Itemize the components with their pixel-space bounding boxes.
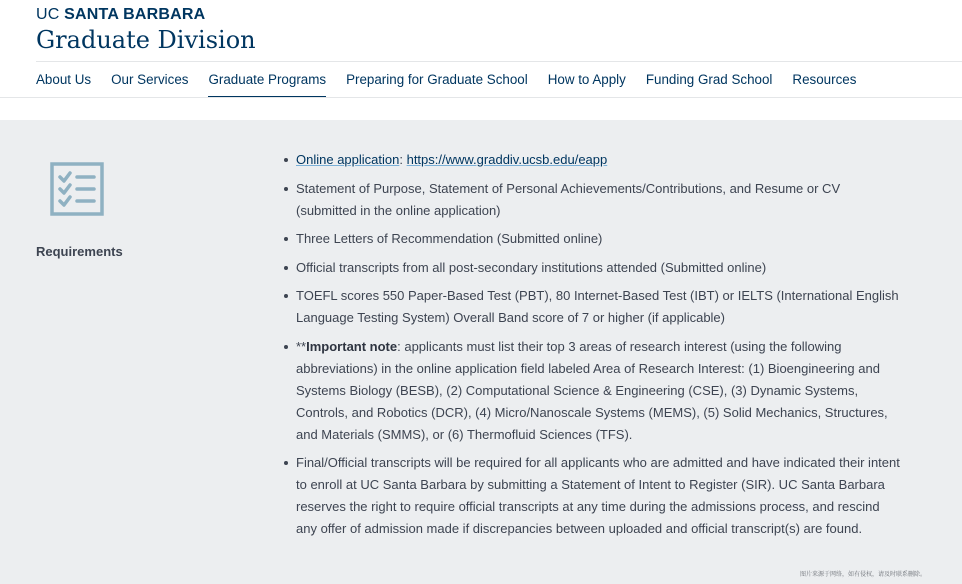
nav-item-about-us[interactable]: About Us bbox=[36, 72, 92, 87]
list-item-important-note bbox=[280, 336, 900, 446]
list-item-letters: Three Letters of Recommendation (Submitted online) bbox=[280, 228, 900, 250]
checklist-icon bbox=[50, 162, 104, 216]
list-item-transcripts: Official transcripts from all post-secondary institutions attended (Submitted online) bbox=[280, 257, 900, 279]
nav-divider bbox=[0, 97, 962, 98]
important-note-text: : applicants must list their top 3 areas of research interest (using the following abbreviations) in the online application field labeled Area of Research Interest: (1) Bioengineering and Systems Biology (BESB), (2) Computational Science & Engineering (CSE), (3) Dynamic Systems, Controls, and Robotics (DCR), (4) Micro/Nanoscale Systems (MEMS), (5) Solid Mechanics, Structures, and Materials (SMMS), or (6) Thermofluid Sciences (TFS). bbox=[296, 338, 888, 442]
brand-santa-barbara: SANTA BARBARA bbox=[64, 6, 206, 23]
list-item-toefl: TOEFL scores 550 Paper-Based Test (PBT), 80 Internet-Based Test (IBT) or IELTS (International English Language Testing System) Overall Band score of 7 or higher (if applicable) bbox=[280, 285, 900, 329]
list-item-online-application bbox=[280, 149, 900, 171]
nav-item-funding-grad-school[interactable]: Funding Grad School bbox=[645, 72, 773, 87]
site-header bbox=[0, 0, 962, 120]
nav-item-preparing-for-graduate-school[interactable]: Preparing for Graduate School bbox=[346, 72, 528, 87]
nav-item-resources[interactable]: Resources bbox=[792, 72, 857, 87]
brand-uc: UC bbox=[36, 6, 60, 23]
list-item-statement: Statement of Purpose, Statement of Personal Achievements/Contributions, and Resume or CV (submitted in the online application) bbox=[280, 178, 900, 222]
requirements-section bbox=[0, 120, 962, 584]
important-note-label: Important note bbox=[306, 338, 398, 354]
nav-item-how-to-apply[interactable]: How to Apply bbox=[547, 72, 626, 87]
nav-item-our-services[interactable]: Our Services bbox=[111, 72, 189, 87]
online-application-link[interactable]: Online application bbox=[296, 152, 400, 167]
requirements-list bbox=[280, 149, 900, 547]
nav-item-graduate-programs[interactable]: Graduate Programs bbox=[208, 62, 326, 98]
important-prefix: ** bbox=[296, 338, 307, 354]
requirements-heading: Requirements bbox=[36, 244, 123, 259]
division-title[interactable]: Graduate Division bbox=[36, 26, 256, 54]
main-nav bbox=[36, 62, 876, 98]
eapp-url-link[interactable]: https://www.graddiv.ucsb.edu/eapp bbox=[406, 152, 608, 167]
image-watermark: 图片来源于网络，如有侵权，请及时联系删除。 bbox=[799, 572, 926, 578]
ucsb-wordmark[interactable] bbox=[36, 6, 205, 24]
online-application-separator: : bbox=[399, 152, 407, 167]
list-item-final-transcripts: Final/Official transcripts will be required for all applicants who are admitted and have indicated their intent to enroll at UC Santa Barbara by submitting a Statement of Intent to Register (SIR). UC Santa Barbara reserves the right to require official transcripts at any time during the admissions process, and rescind any offer of admission made if discrepancies between uploaded and official transcript(s) are found. bbox=[280, 452, 900, 540]
